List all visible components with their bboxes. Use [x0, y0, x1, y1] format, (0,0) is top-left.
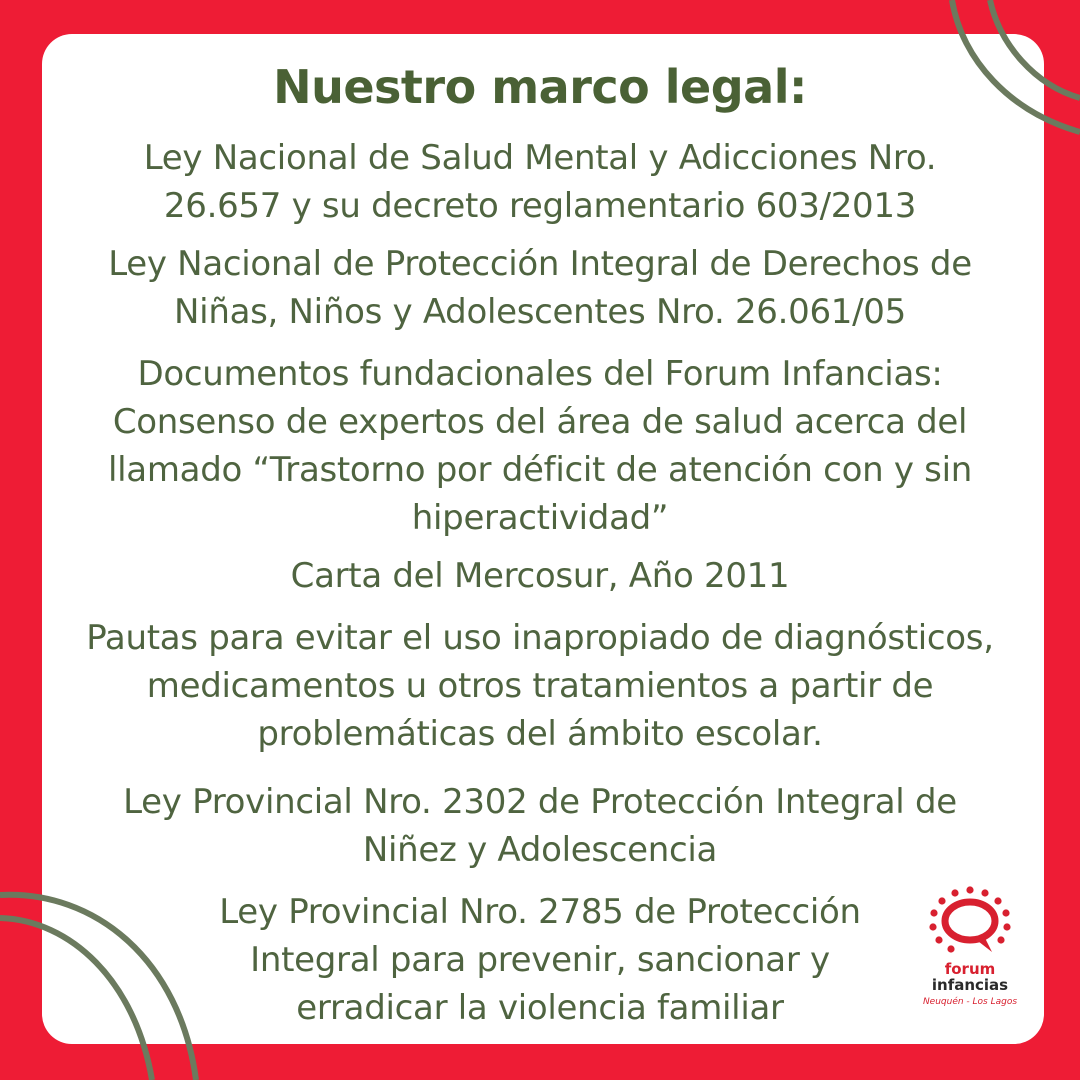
text-line: Documentos fundacionales del Forum Infancias:: [137, 354, 943, 394]
logo-text-infancias: infancias: [931, 976, 1009, 994]
text-line: Pautas para evitar el uso inapropiado de diagnósticos,: [86, 618, 994, 658]
law-item-salud-mental: [0, 134, 1080, 230]
text-line: Integral para prevenir, sancionar y: [250, 940, 830, 980]
text-line: llamado “Trastorno por déficit de atención con y sin: [108, 450, 972, 490]
text-line: Ley Provincial Nro. 2302 de Protección Integral de: [123, 782, 957, 822]
speech-bubble-icon: [914, 884, 1026, 964]
text-line: 26.657 y su decreto reglamentario 603/2013: [163, 186, 917, 226]
logo-text-forum: forum: [944, 960, 996, 978]
text-line: Ley Provincial Nro. 2785 de Protección: [219, 892, 861, 932]
text-line: Ley Nacional de Protección Integral de Derechos de: [108, 244, 972, 284]
law-item-ley-2785: [155, 888, 925, 1032]
text-line: problemáticas del ámbito escolar.: [257, 714, 823, 754]
text-line: Niñas, Niños y Adolescentes Nro. 26.061/05: [174, 292, 906, 332]
law-item-carta-mercosur: [0, 552, 1080, 600]
text-line: Niñez y Adolescencia: [362, 830, 718, 870]
text-line: Consenso de expertos del área de salud acerca del: [112, 402, 968, 442]
law-item-ley-2302: [0, 778, 1080, 874]
law-item-proteccion-derechos: [0, 240, 1080, 336]
law-item-pautas-diagnosticos: [0, 614, 1080, 758]
text-line: Carta del Mercosur, Año 2011: [290, 556, 790, 596]
text-line: medicamentos u otros tratamientos a partir de: [146, 666, 934, 706]
text-line: erradicar la violencia familiar: [296, 988, 784, 1028]
page-title: Nuestro marco legal:: [273, 60, 807, 114]
text-line: hiperactividad”: [411, 498, 669, 538]
forum-infancias-logo: [914, 884, 1026, 1024]
law-item-documentos-forum: [0, 350, 1080, 542]
text-line: Ley Nacional de Salud Mental y Adicciones Nro.: [143, 138, 937, 178]
logo-region-label: Neuquén - Los Lagos: [922, 997, 1018, 1007]
